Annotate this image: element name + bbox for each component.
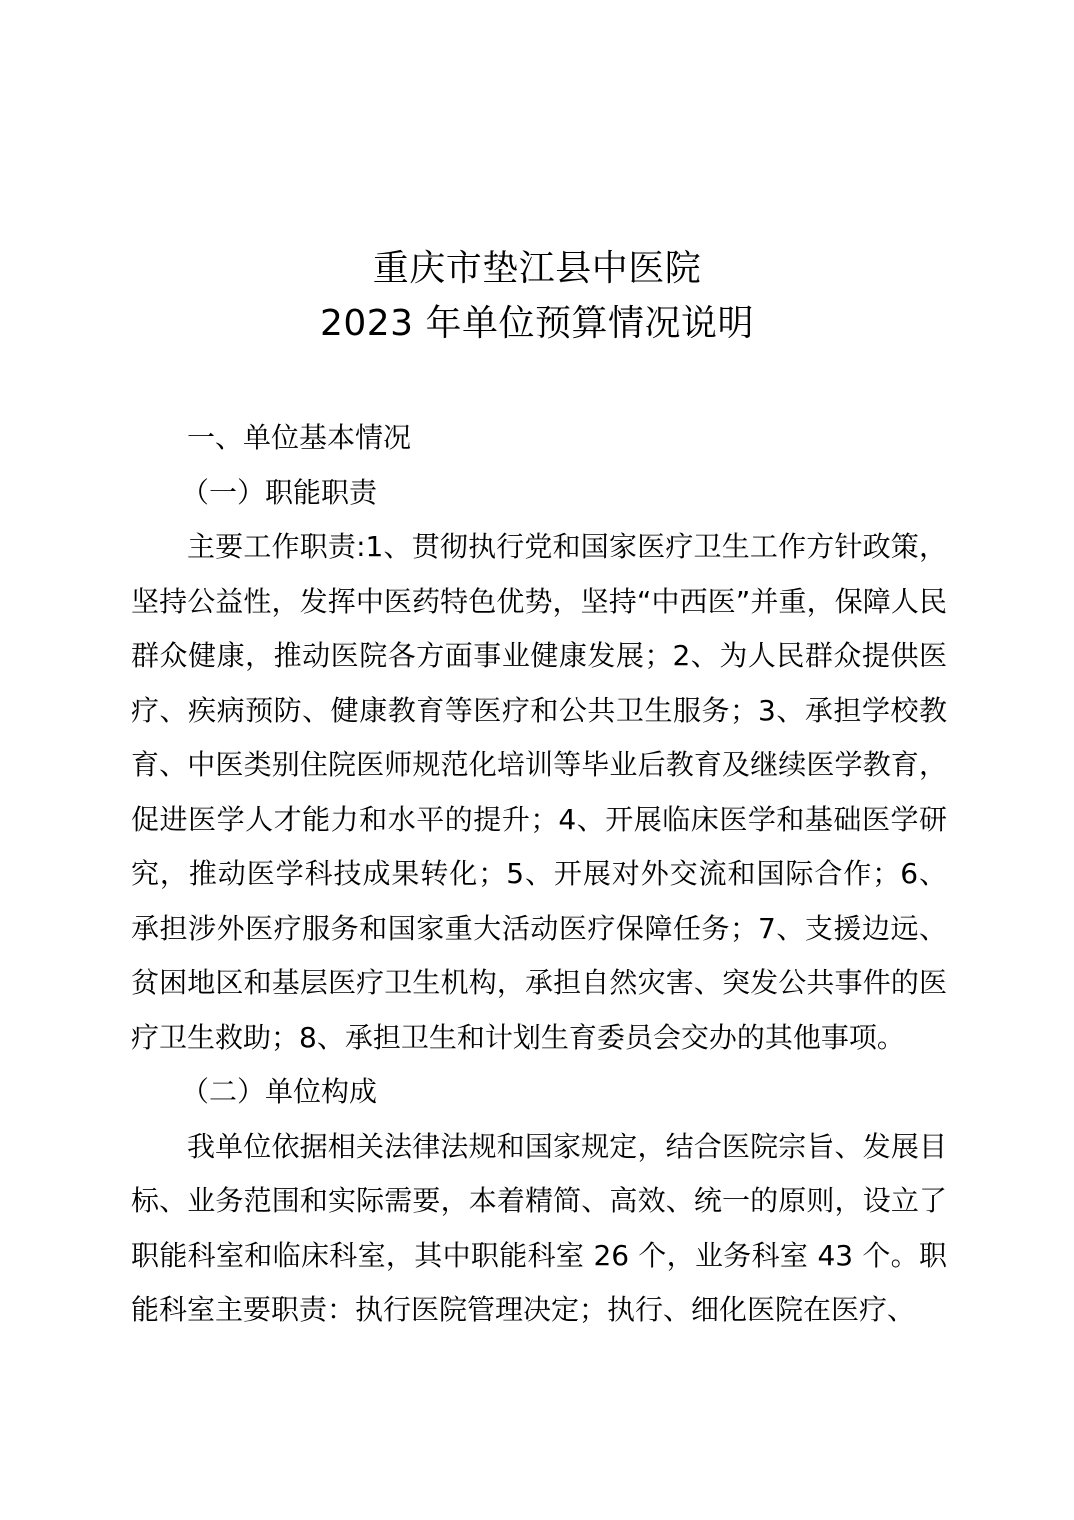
subsection-heading-duties: （一）职能职责	[181, 475, 378, 509]
section-heading-basic-info: 一、单位基本情况	[187, 421, 412, 454]
paragraph-composition: 我单位依据相关法律法规和国家规定，结合医院宗旨、发展目标、业务范围和实际需要，本着精简、高效、统一的原则，设立了职能科室和临床科室，其中职能科室 26 个，业务科室 43 个。职能科室主要职责：执行医院管理决定；执行、细化医院在医疗、	[131, 1129, 947, 1326]
document-body	[131, 411, 947, 1338]
document-title-line1: 重庆市垫江县中医院	[372, 248, 702, 289]
paragraph-duties: 主要工作职责:1、贯彻执行党和国家医疗卫生工作方针政策，坚持公益性，发挥中医药特色优势，坚持“中西医”并重，保障人民群众健康，推动医院各方面事业健康发展；2、为人民群众提供医疗、疾病预防、健康教育等医疗和公共卫生服务；3、承担学校教育、中医类别住院医师规范化培训等毕业后教育及继续医学教育，促进医学人才能力和水平的提升；4、开展临床医学和基础医学研究，推动医学科技成果转化；5、开展对外交流和国际合作；6、承担涉外医疗服务和国家重大活动医疗保障任务；7、支援边远、贫困地区和基层医疗卫生机构，承担自然灾害、突发公共事件的医疗卫生救助；8、承担卫生和计划生育委员会交办的其他事项。	[131, 530, 947, 1054]
subsection-heading-composition: （二）单位构成	[181, 1075, 378, 1108]
document-title-line2: 2023 年单位预算情况说明	[319, 303, 755, 344]
